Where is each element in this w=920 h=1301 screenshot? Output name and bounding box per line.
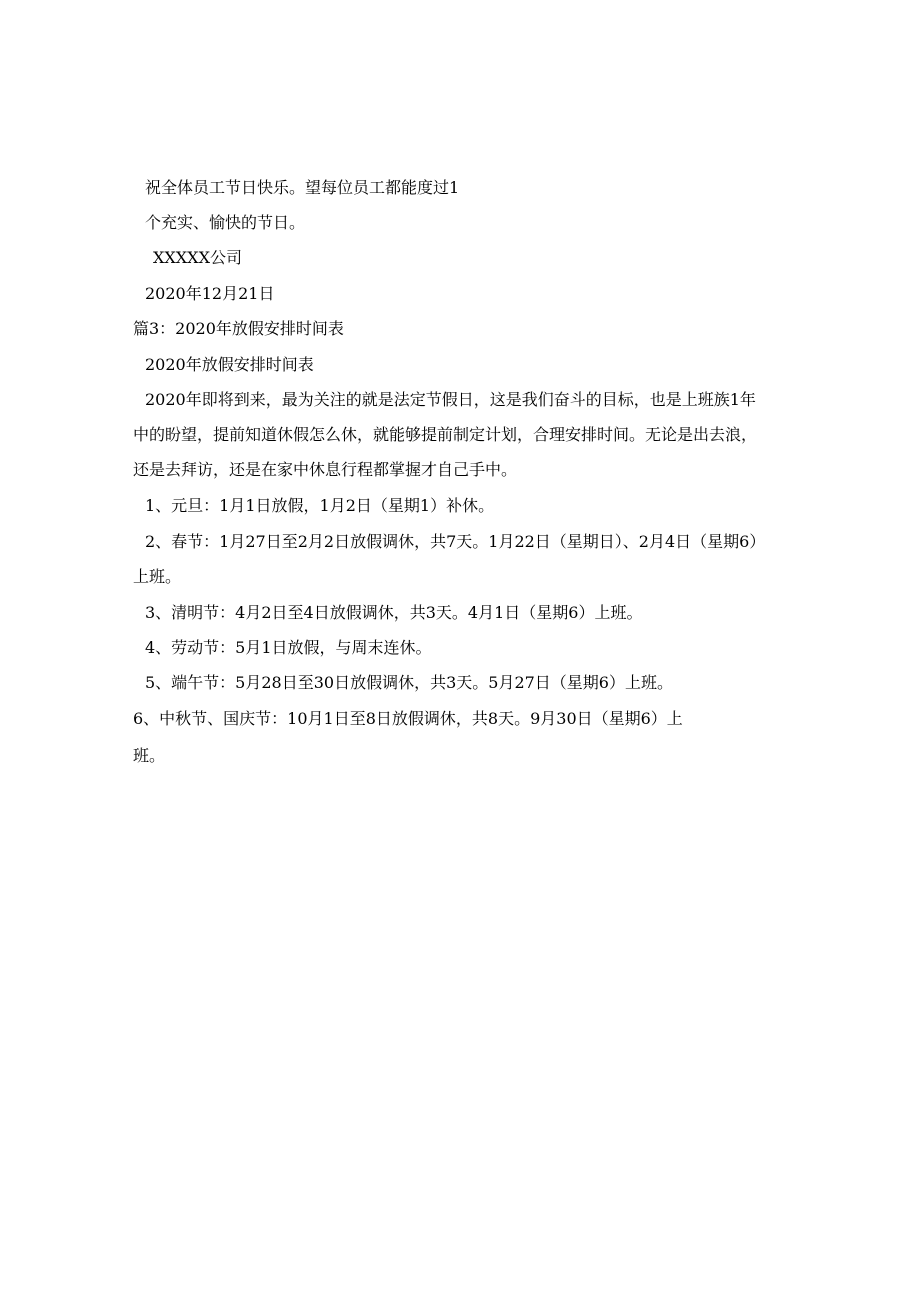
section-title: 2020年放假安排时间表 [145,355,314,374]
holiday-item-2-line-1: 2、春节：1月27日至2月2日放假调休，共7天。1月22日（星期日）、2月4日（星期6） [145,532,766,551]
intro-line-2: 中的盼望，提前知道休假怎么休，就能够提前制定计划，合理安排时间。无论是出去浪， [133,425,758,444]
holiday-item-6-line-1: 6、中秋节、国庆节：10月1日至8日放假调休，共8天。9月30日（星期6）上 [133,709,683,728]
intro-line-3: 还是去拜访，还是在家中休息行程都掌握才自己手中。 [133,460,518,479]
holiday-item-3: 3、清明节：4月2日至4日放假调休，共3天。4月1日（星期6）上班。 [145,603,643,622]
holiday-item-6-line-2: 班。 [133,746,166,765]
holiday-item-5: 5、端午节：5月28日至30日放假调休，共3天。5月27日（星期6）上班。 [145,673,673,692]
company-name: XXXXX公司 [153,248,242,267]
holiday-item-4: 4、劳动节：5月1日放假，与周末连休。 [145,638,432,657]
intro-line-1: 2020年即将到来，最为关注的就是法定节假日，这是我们奋斗的目标，也是上班族1年 [145,390,756,409]
document-date: 2020年12月21日 [145,284,275,303]
holiday-item-1: 1、元旦：1月1日放假，1月2日（星期1）补休。 [145,496,495,515]
holiday-item-2-line-2: 上班。 [133,567,182,586]
greeting-line-2: 个充实、愉快的节日。 [145,213,306,232]
section-heading: 篇3：2020年放假安排时间表 [133,319,344,338]
greeting-line-1: 祝全体员工节日快乐。望每位员工都能度过1 [145,178,460,197]
